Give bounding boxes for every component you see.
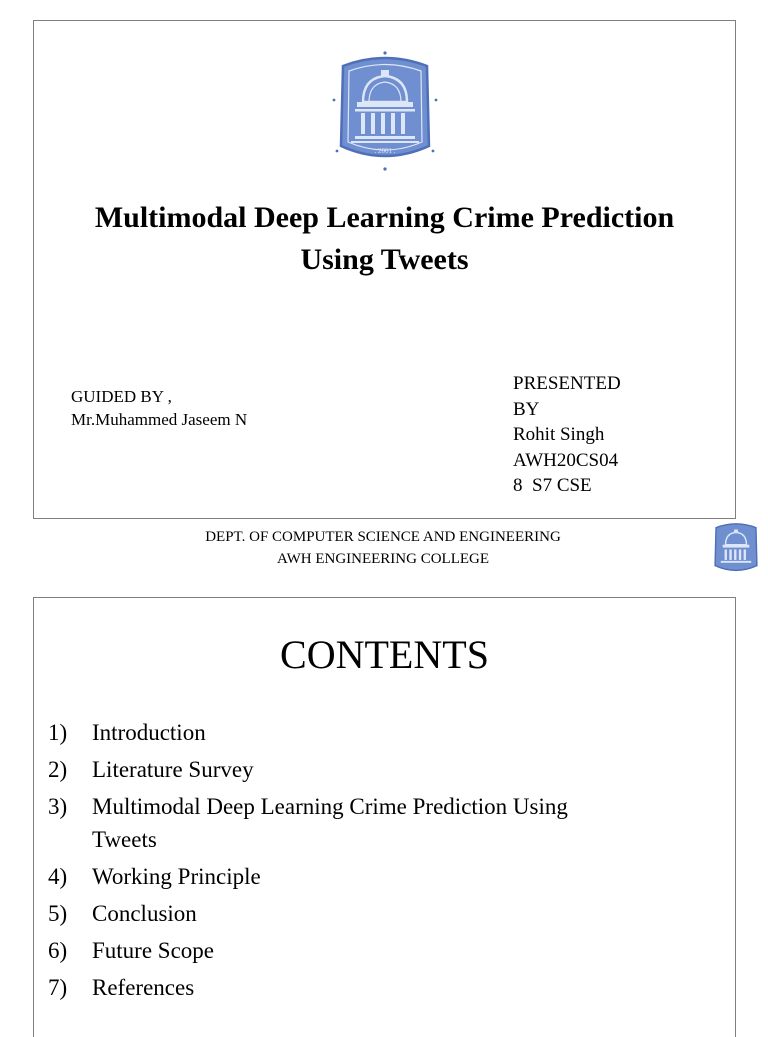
presenter-block bbox=[513, 371, 621, 499]
list-item-number: 3) bbox=[48, 794, 68, 819]
slide-title-line1: Multimodal Deep Learning Crime Prediction bbox=[94, 201, 675, 234]
slide-title-line2: Using Tweets bbox=[300, 243, 469, 276]
list-item-number: 4) bbox=[48, 864, 68, 889]
list-item bbox=[48, 753, 572, 786]
list-item-text: Literature Survey bbox=[92, 757, 254, 782]
seal-year-text: . 2001 . bbox=[374, 147, 396, 155]
contents-list bbox=[48, 716, 572, 1008]
list-item-number: 5) bbox=[48, 901, 68, 926]
list-item-text: Future Scope bbox=[92, 938, 215, 963]
list-item bbox=[48, 934, 572, 967]
guide-block bbox=[71, 385, 247, 431]
title-slide bbox=[33, 20, 736, 519]
department-footer bbox=[0, 526, 768, 570]
presenter-label-line1: PRESENTED bbox=[513, 373, 621, 394]
list-item bbox=[48, 860, 572, 893]
institution-seal-icon bbox=[710, 520, 762, 578]
list-item-text: Conclusion bbox=[92, 901, 197, 926]
list-item-text: References bbox=[92, 975, 195, 1000]
list-item-number: 7) bbox=[48, 975, 68, 1000]
list-item-number: 2) bbox=[48, 757, 68, 782]
list-item-number: 1) bbox=[48, 720, 68, 745]
college-name: AWH ENGINEERING COLLEGE bbox=[276, 551, 490, 567]
presenter-name: Rohit Singh bbox=[513, 424, 605, 445]
institution-seal-icon bbox=[331, 50, 439, 172]
presenter-roll-number: AWH20CS04 bbox=[513, 449, 619, 471]
guide-label: GUIDED BY , bbox=[71, 387, 172, 406]
contents-slide bbox=[33, 597, 736, 1037]
department-name: DEPT. OF COMPUTER SCIENCE AND ENGINEERING bbox=[205, 529, 561, 545]
list-item-number: 6) bbox=[48, 938, 68, 963]
list-item bbox=[48, 971, 572, 1004]
guide-name: Mr.Muhammed Jaseem N bbox=[71, 410, 248, 429]
list-item bbox=[48, 716, 572, 749]
presenter-class: 8 S7 CSE bbox=[513, 475, 592, 496]
list-item-text: Working Principle bbox=[92, 864, 261, 889]
contents-heading: CONTENTS bbox=[280, 632, 489, 677]
list-item-text: Introduction bbox=[92, 720, 206, 745]
list-item bbox=[48, 897, 572, 930]
slide-title bbox=[34, 197, 735, 281]
list-item bbox=[48, 790, 572, 856]
presenter-label-line2: BY bbox=[513, 398, 540, 420]
list-item-text: Multimodal Deep Learning Crime Prediction Using Tweets bbox=[92, 794, 568, 852]
